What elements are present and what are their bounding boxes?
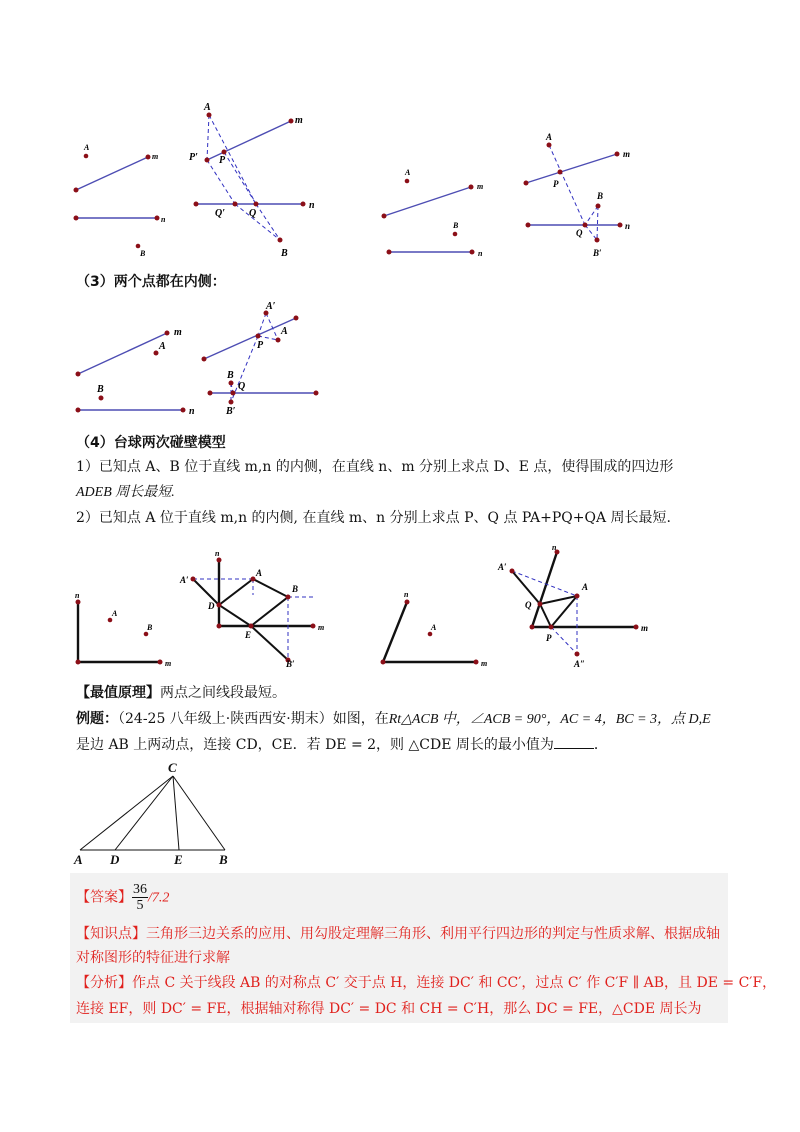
svg-text:Q′: Q′ — [215, 208, 226, 219]
svg-text:B: B — [97, 384, 104, 395]
svg-text:B′: B′ — [593, 248, 602, 258]
example-label: 例题： — [76, 711, 118, 727]
svg-text:C: C — [168, 760, 177, 775]
svg-text:A: A — [74, 852, 83, 867]
svg-text:B′: B′ — [286, 659, 295, 669]
fig-s3-2 — [202, 301, 319, 417]
svg-text:P: P — [546, 633, 552, 643]
svg-text:A″: A″ — [574, 659, 585, 669]
svg-text:B: B — [292, 584, 299, 594]
svg-text:Q: Q — [249, 208, 257, 219]
svg-text:B: B — [219, 852, 228, 867]
knowledge-line2: 对称图形的特征进行求解 — [76, 950, 230, 966]
svg-text:B: B — [453, 221, 459, 230]
example-conditions: Rt△ACB 中，∠ACB = 90°，AC = 4，BC = 3，点 D,E — [388, 712, 711, 727]
svg-text:D: D — [110, 852, 120, 867]
figure-section3 — [0, 298, 400, 418]
svg-text:A: A — [112, 609, 118, 618]
fig-top-1 — [74, 143, 167, 258]
svg-text:A: A — [582, 582, 589, 592]
figure-section4 — [0, 545, 700, 670]
analysis-line2: 连接 EF，则 DC′ = FE，根据轴对称得 DC′ = DC 和 CH = C′H，那么 DC = FE，△CDE 周长为 — [76, 1001, 702, 1017]
svg-text:m: m — [477, 182, 484, 191]
section3-title: （3）两个点都在内侧： — [76, 274, 226, 290]
svg-text:E: E — [174, 852, 183, 867]
fig-top-2 — [189, 102, 315, 259]
svg-text:B: B — [147, 623, 153, 632]
answer-tail: /7.2 — [148, 890, 170, 906]
svg-text:P: P — [553, 179, 559, 189]
svg-text:m: m — [318, 623, 325, 632]
problem2: 2）已知点 A 位于直线 m,n 的内侧, 在直线 m、n 分别上求点 P、Q 点 PA+PQ+QA 周长最短. — [76, 510, 671, 526]
answer-line — [76, 882, 169, 914]
svg-text:n: n — [404, 590, 409, 599]
example-end: ． — [593, 737, 608, 753]
svg-text:A: A — [431, 623, 437, 632]
svg-text:B: B — [140, 249, 146, 258]
fig-top-4 — [524, 132, 631, 258]
principle — [76, 681, 286, 705]
svg-text:m: m — [152, 152, 159, 161]
svg-text:A: A — [84, 143, 90, 152]
svg-text:n: n — [625, 221, 631, 231]
example-question: 是边 AB 上两动点，连接 CD，CE．若 DE = 2，则 △CDE 周长的最小值为 — [76, 737, 554, 753]
svg-text:n: n — [189, 406, 195, 417]
svg-text:B: B — [597, 191, 604, 201]
fig-s3-1 — [76, 327, 196, 417]
svg-text:A: A — [405, 168, 411, 177]
svg-text:n: n — [215, 549, 220, 558]
svg-text:n: n — [75, 591, 80, 600]
knowledge-label: 【知识点】 — [76, 926, 146, 942]
example-line1 — [76, 707, 711, 732]
svg-text:A: A — [546, 132, 553, 142]
svg-text:A: A — [204, 102, 211, 113]
svg-text:P: P — [219, 155, 226, 166]
fig-s4-3 — [381, 590, 488, 668]
fig-s4-2 — [179, 549, 324, 669]
svg-text:A′: A′ — [498, 562, 507, 572]
answer-blank — [554, 734, 594, 749]
svg-text:A′: A′ — [180, 575, 189, 585]
answer-fraction: $\frac{36}{5}$ — [133, 882, 147, 913]
svg-text:n: n — [161, 215, 166, 224]
analysis-line1 — [76, 971, 776, 995]
svg-text:E: E — [245, 630, 252, 640]
svg-text:m: m — [641, 623, 649, 633]
fig-top-3 — [382, 168, 484, 258]
svg-text:Q: Q — [576, 228, 583, 238]
svg-text:Q: Q — [238, 381, 246, 392]
svg-text:Q: Q — [525, 600, 532, 610]
section4-title: （4）台球两次碰壁模型 — [76, 435, 226, 451]
example-source: （24-25 八年级上·陕西西安·期末）如图，在 — [118, 711, 389, 727]
svg-text:m: m — [623, 149, 631, 159]
svg-text:n: n — [478, 249, 483, 258]
principle-text: 两点之间线段最短。 — [160, 685, 286, 701]
svg-text:m: m — [174, 327, 182, 338]
svg-text:m: m — [295, 115, 303, 126]
svg-text:B: B — [281, 248, 288, 259]
svg-text:n: n — [309, 200, 315, 211]
svg-text:P′: P′ — [189, 152, 198, 163]
problem1-line2: ADEB 周长最短. — [76, 485, 175, 500]
svg-text:P: P — [257, 340, 264, 351]
svg-text:m: m — [165, 659, 172, 668]
example-line2 — [76, 733, 608, 757]
svg-text:A: A — [159, 341, 166, 352]
knowledge-text1: 三角形三边关系的应用、用勾股定理解三角形、利用平行四边形的判定与性质求解、根据成轴 — [146, 926, 720, 942]
triangle-figure — [70, 760, 240, 868]
svg-text:n: n — [552, 545, 557, 552]
svg-text:A′: A′ — [266, 301, 276, 312]
problem1-line1: 1）已知点 A、B 位于直线 m,n 的内侧，在直线 n、m 分别上求点 D、E 点，使得围成的四边形 — [76, 459, 674, 475]
answer-label: 【答案】 — [76, 889, 132, 906]
fig-s4-1 — [75, 591, 171, 668]
svg-text:D: D — [208, 601, 215, 611]
figure-top-row — [0, 90, 800, 270]
fig-s4-4 — [497, 545, 648, 669]
principle-label: 【最值原理】 — [76, 685, 160, 701]
svg-text:B′: B′ — [226, 406, 236, 417]
svg-text:m: m — [481, 659, 488, 668]
svg-text:A: A — [256, 568, 263, 578]
analysis-text1: 作点 C 关于线段 AB 的对称点 C′ 交于点 H，连接 DC′ 和 CC′，过点 C′ 作 C′F ∥ AB，且 DE = C′F， — [132, 975, 777, 991]
knowledge-line1 — [76, 922, 720, 946]
svg-text:B: B — [227, 370, 234, 381]
analysis-label: 【分析】 — [76, 975, 132, 991]
svg-text:A: A — [281, 326, 288, 337]
